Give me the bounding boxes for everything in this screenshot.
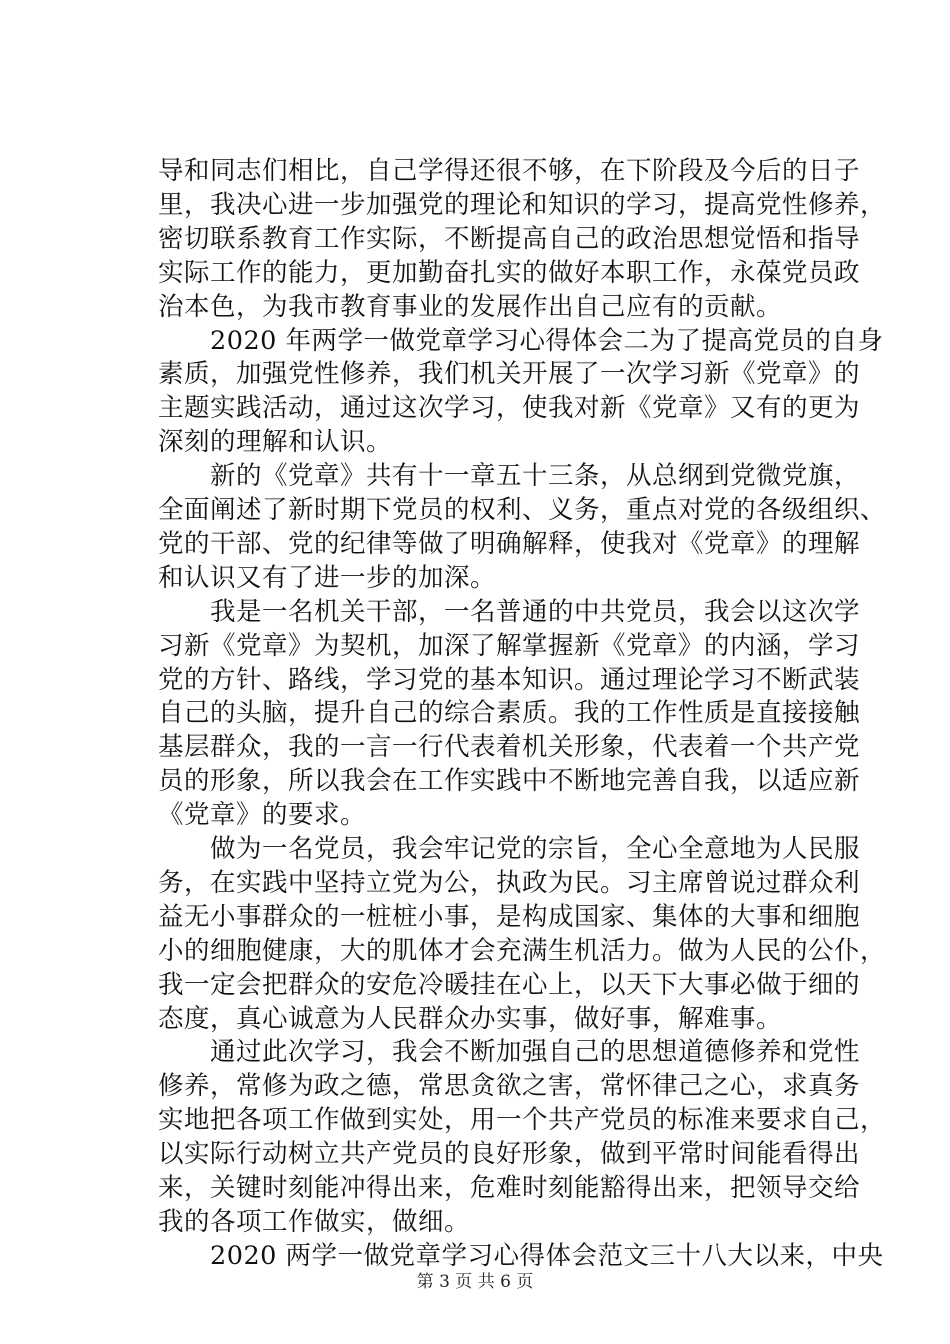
text-line: 通过此次学习，我会不断加强自己的思想道德修养和党性: [210, 1037, 861, 1068]
text-line: 《党章》的要求。: [158, 800, 367, 831]
text-line: 修养，常修为政之德，常思贪欲之害，常怀律己之心，求真务: [158, 1071, 861, 1102]
text-line: 我一定会把群众的安危冷暖挂在心上，以天下大事必做于细的: [158, 969, 861, 1000]
text-line: 以实际行动树立共产党员的良好形象，做到平常时间能看得出: [158, 1139, 861, 1170]
text-line: 自己的头脑，提升自己的综合素质。我的工作性质是直接接触: [158, 698, 861, 729]
text-line: 益无小事群众的一桩桩小事，是构成国家、集体的大事和细胞: [158, 901, 861, 932]
text-line: 密切联系教育工作实际，不断提高自己的政治思想觉悟和指导: [158, 223, 861, 254]
text-line: 主题实践活动，通过这次学习，使我对新《党章》又有的更为: [158, 393, 861, 424]
text-line: 深刻的理解和认识。: [158, 427, 393, 458]
text-line: 导和同志们相比，自己学得还很不够，在下阶段及今后的日子: [158, 156, 861, 186]
text-line: 做为一名党员，我会牢记党的宗旨，全心全意地为人民服: [210, 834, 861, 864]
text-line: 全面阐述了新时期下党员的权利、义务，重点对党的各级组织、: [158, 495, 887, 525]
text-line: 素质，加强党性修养，我们机关开展了一次学习新《党章》的: [158, 359, 861, 390]
text-line: 和认识又有了进一步的加深。: [158, 562, 497, 593]
text-line: 实际工作的能力，更加勤奋扎实的做好本职工作，永葆党员政: [158, 257, 861, 288]
page-footer: 第 3 页 共 6 页: [416, 1272, 534, 1292]
text-line: 2020 年两学一做党章学习心得体会二为了提高党员的自身: [210, 325, 884, 356]
text-line: 员的形象，所以我会在工作实践中不断地完善自我，以适应新: [158, 766, 861, 797]
text-line: 2020 两学一做党章学习心得体会范文三十八大以来，中央: [210, 1240, 884, 1271]
text-line: 基层群众，我的一言一行代表着机关形象，代表着一个共产党: [158, 732, 861, 763]
text-line: 党的方针、路线，学习党的基本知识。通过理论学习不断武装: [158, 664, 861, 695]
text-line: 新的《党章》共有十一章五十三条，从总纲到党微党旗，: [210, 461, 861, 492]
text-line: 来，关键时刻能冲得出来，危难时刻能豁得出来，把领导交给: [158, 1173, 861, 1203]
text-line: 我的各项工作做实，做细。: [158, 1206, 471, 1237]
text-line: 治本色，为我市教育事业的发展作出自己应有的贡献。: [158, 291, 783, 322]
text-line: 党的干部、党的纪律等做了明确解释，使我对《党章》的理解: [158, 528, 861, 559]
text-line: 务，在实践中坚持立党为公，执政为民。习主席曾说过群众利: [158, 867, 861, 898]
text-line: 我是一名机关干部，一名普通的中共党员，我会以这次学: [210, 596, 861, 627]
text-line: 习新《党章》为契机，加深了解掌握新《党章》的内涵，学习: [158, 630, 861, 661]
text-line: 实地把各项工作做到实处，用一个共产党员的标准来要求自己，: [158, 1105, 887, 1136]
text-line: 小的细胞健康，大的肌体才会充满生机活力。做为人民的公仆，: [158, 935, 887, 966]
text-line: 里，我决心进一步加强党的理论和知识的学习，提高党性修养，: [158, 189, 887, 220]
text-line: 态度，真心诚意为人民群众办实事，做好事，解难事。: [158, 1003, 783, 1034]
